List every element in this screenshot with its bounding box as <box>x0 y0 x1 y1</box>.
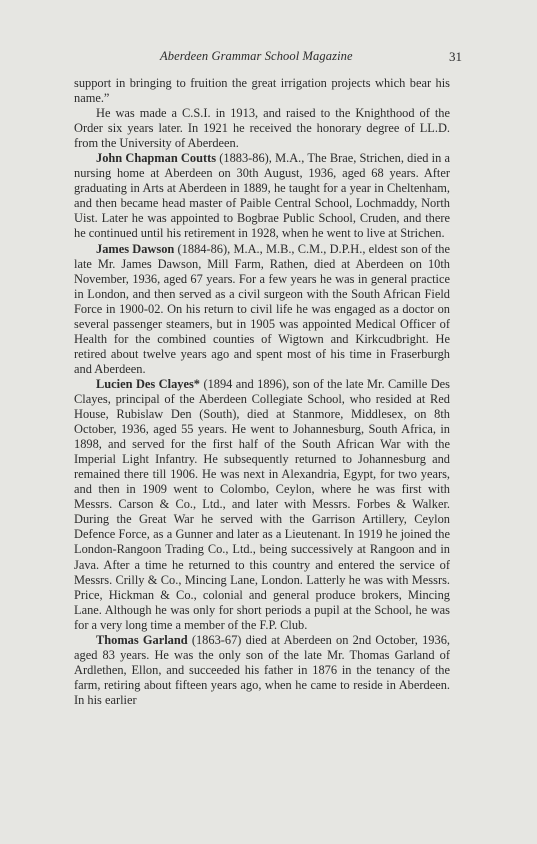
article-body <box>74 76 450 708</box>
obituary-text: (1883-86), M.A., The Brae, Strichen, died in a nursing home at Aberdeen on 30th August, 1936, aged 68 years. After graduating in Arts at Aberdeen in 1889, he taught for a year in Cheltenham, and then became head master of Paible Central School, Lochmaddy, North Uist. Later he was appointed to Bogbrae Public School, Cruden, and there he continued until his retirement in 1928, when he went to live at Strichen. <box>74 151 451 241</box>
paragraph-text: He was made a C.S.I. in 1913, and raised to the Knighthood of the Order six years later. In 1921 he received the honorary degree of LL.D. from the University of Aberdeen. <box>74 106 450 151</box>
running-title: Aberdeen Grammar School Magazine <box>160 49 353 63</box>
paragraph-continuation <box>74 76 450 106</box>
paragraph-knighthood <box>74 106 450 151</box>
obituary-name: James Dawson <box>96 241 175 256</box>
page-header <box>74 49 462 65</box>
obituary-coutts <box>74 151 450 241</box>
paragraph-text: support in bringing to fruition the great irrigation projects which bear his name.” <box>74 76 450 106</box>
obituary-dawson <box>74 242 450 377</box>
page-number: 31 <box>449 49 462 64</box>
obituary-des-clayes <box>74 377 450 633</box>
obituary-name: Lucien Des Clayes* <box>96 376 200 391</box>
obituary-garland <box>74 633 450 708</box>
obituary-name: John Chapman Coutts <box>96 151 217 166</box>
obituary-text: (1884-86), M.A., M.B., C.M., D.P.H., eldest son of the late Mr. James Dawson, Mill Farm, Rathen, died at Aberdeen on 10th November, 1936, aged 67 years. For a few years he was in general practice in London, and then served as a civil surgeon with the South African Field Force in 1900-02. On his return to civil life he was engaged as a doctor on several passenger steamers, but in 1905 was appointed Medical Officer of Health for the combined counties of Wigtown and Kirkcudbright. He retired about twelve years ago and spent most of his time in Fraserburgh and Aberdeen. <box>74 241 451 376</box>
obituary-text: (1894 and 1896), son of the late Mr. Camille Des Clayes, principal of the Aberdeen Collegiate School, who resided at Red House, Rubislaw Den (South), died at Stanmore, Middlesex, on 8th October, 1936, aged 55 years. He went to Johannesburg, South Africa, in 1898, and served for the first half of the South African War with the Imperial Light Infantry. He subsequently returned to Johannesburg and remained there till 1906. He was next in Alexandria, Egypt, for two years, and then in 1909 went to Colombo, Ceylon, where he was first with Messrs. Carson & Co., Ltd., and later with Messrs. Forbes & Walker. During the Great War he served with the Garrison Artillery, Ceylon Defence Force, as a Gunner and later as a Lieutenant. In 1919 he joined the London-Rangoon Trading Co., Ltd., being successively at Rangoon and in Java. After a time he returned to this country and entered the service of Messrs. Crilly & Co., Mincing Lane, London. Latterly he was with Messrs. Price, Hickman & Co., colonial and general produce brokers, Mincing Lane. Although he was only for short periods a pupil at the School, he was for a very long time a member of the F.P. Club. <box>74 376 450 632</box>
obituary-name: Thomas Garland <box>96 632 188 647</box>
obituary-text: (1863-67) died at Aberdeen on 2nd October, 1936, aged 83 years. He was the only son of the late Mr. Thomas Garland of Ardlethen, Ellon, and succeeded his father in 1876 in the tenancy of the farm, retiring about fifteen years ago, when he came to reside in Aberdeen. In his earlier <box>74 632 450 707</box>
